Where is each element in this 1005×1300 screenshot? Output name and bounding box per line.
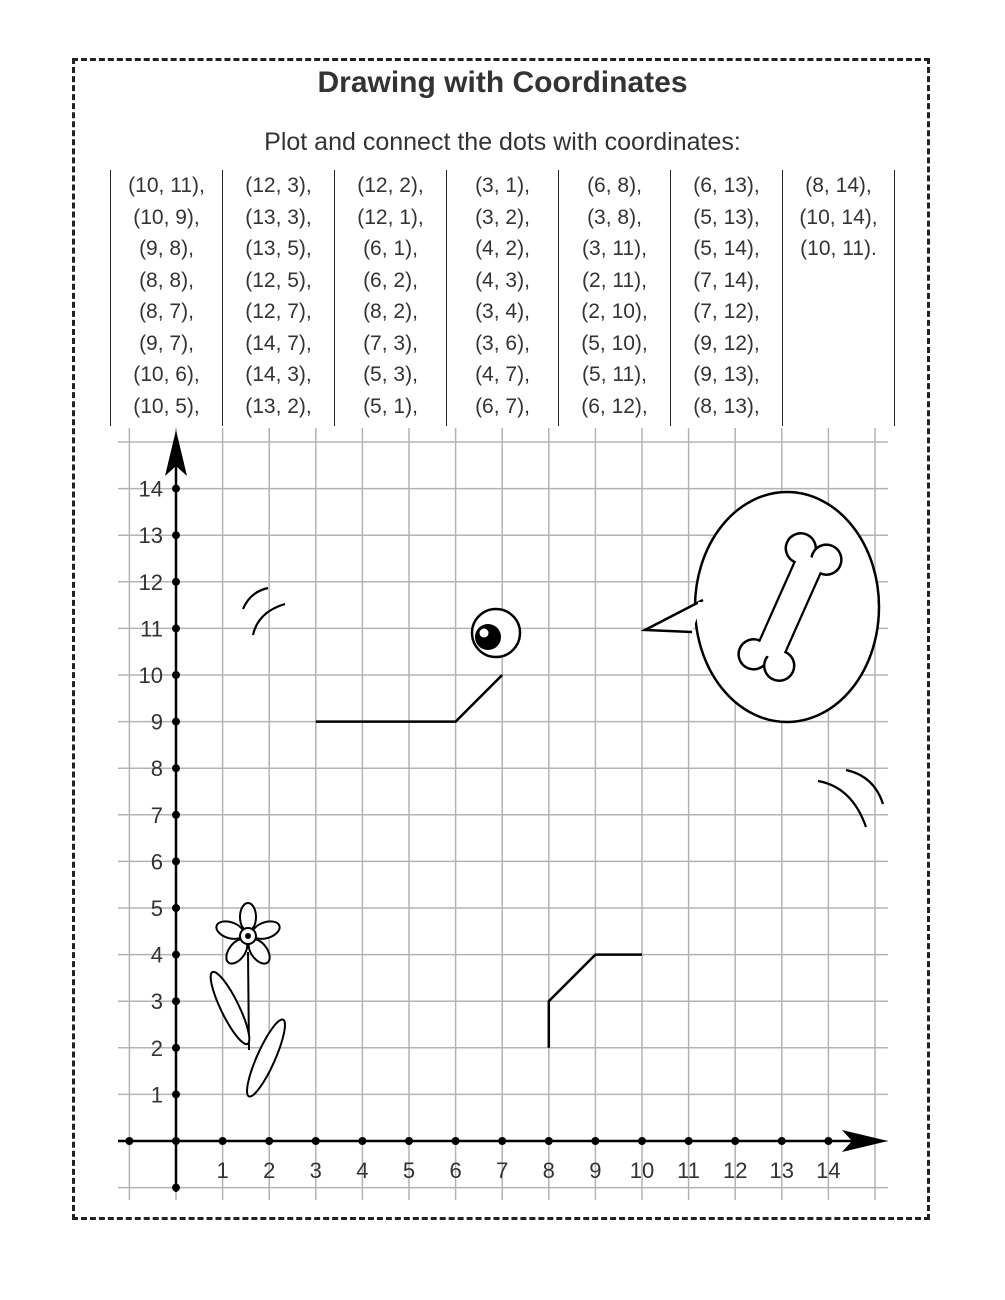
y-tick-label: 3 bbox=[150, 989, 163, 1015]
y-tick-dot bbox=[172, 1044, 180, 1052]
coordinate-item: (8, 2), bbox=[363, 300, 418, 323]
coordinate-item: (14, 7), bbox=[245, 331, 312, 355]
x-tick-label: 6 bbox=[449, 1158, 462, 1183]
y-tick-dot bbox=[172, 811, 180, 819]
coordinate-item: (7, 3), bbox=[363, 331, 418, 355]
y-tick-label: 7 bbox=[150, 802, 163, 828]
coordinate-item: (10, 11). bbox=[800, 237, 877, 260]
x-tick-label: 8 bbox=[542, 1158, 555, 1183]
coordinate-item: (3, 1), bbox=[475, 174, 530, 197]
y-tick-dot bbox=[172, 624, 180, 632]
coordinate-item: (5, 11), bbox=[582, 363, 647, 386]
axis-dot bbox=[172, 1184, 180, 1192]
y-tick-dot bbox=[172, 764, 180, 772]
x-tick-dot bbox=[498, 1137, 506, 1145]
coordinate-item: (6, 1), bbox=[363, 237, 418, 260]
x-tick-dot bbox=[591, 1137, 599, 1145]
x-tick-dot bbox=[545, 1137, 553, 1145]
coordinate-item: (6, 7), bbox=[475, 394, 530, 418]
coordinate-item: (12, 1), bbox=[357, 205, 424, 229]
y-tick-dot bbox=[172, 951, 180, 959]
x-tick-dot bbox=[824, 1137, 832, 1145]
y-tick-label: 8 bbox=[150, 756, 163, 782]
y-tick-label: 6 bbox=[150, 849, 163, 875]
x-tick-dot bbox=[219, 1137, 227, 1145]
x-tick-dot bbox=[405, 1137, 413, 1145]
y-tick-dot bbox=[172, 485, 180, 493]
coordinate-item: (12, 2), bbox=[357, 174, 424, 197]
coordinate-item: (8, 7), bbox=[139, 300, 194, 323]
y-tick-dot bbox=[172, 1090, 180, 1098]
x-tick-dot bbox=[638, 1137, 646, 1145]
x-tick-dot bbox=[778, 1137, 786, 1145]
coordinate-item: (10, 5), bbox=[133, 394, 200, 418]
coordinate-item: (3, 8), bbox=[587, 205, 642, 229]
x-tick-label: 3 bbox=[309, 1158, 322, 1183]
eye-icon bbox=[472, 609, 520, 657]
coordinate-item: (13, 3), bbox=[245, 205, 312, 229]
coordinate-item: (8, 14), bbox=[805, 174, 872, 197]
x-tick-label: 9 bbox=[589, 1158, 602, 1183]
axis-dot bbox=[125, 1137, 133, 1145]
coordinate-item: (9, 13), bbox=[693, 363, 760, 386]
coordinate-item: (2, 11), bbox=[582, 268, 647, 292]
x-tick-label: 11 bbox=[677, 1158, 701, 1183]
coordinate-item: (12, 7), bbox=[245, 300, 312, 323]
x-tick-label: 7 bbox=[496, 1158, 509, 1183]
x-tick-label: 12 bbox=[722, 1158, 748, 1183]
x-tick-label: 2 bbox=[263, 1158, 276, 1183]
coordinate-item: (14, 3), bbox=[245, 363, 312, 386]
x-tick-label: 13 bbox=[769, 1158, 795, 1183]
y-tick-dot bbox=[172, 997, 180, 1005]
y-tick-label: 11 bbox=[140, 616, 163, 642]
y-tick-dot bbox=[172, 718, 180, 726]
coordinate-item: (12, 5), bbox=[245, 268, 312, 292]
coordinate-item: (2, 10), bbox=[581, 300, 648, 323]
x-tick-dot bbox=[312, 1137, 320, 1145]
x-tick-dot bbox=[685, 1137, 693, 1145]
x-tick-dot bbox=[358, 1137, 366, 1145]
y-tick-dot bbox=[172, 578, 180, 586]
y-tick-label: 4 bbox=[150, 942, 163, 968]
coordinate-item: (4, 7), bbox=[475, 363, 530, 386]
x-tick-label: 1 bbox=[216, 1158, 229, 1183]
coordinate-item: (5, 13), bbox=[693, 205, 760, 229]
coordinate-item: (10, 9), bbox=[133, 205, 200, 229]
y-tick-label: 13 bbox=[138, 523, 163, 549]
y-tick-dot bbox=[172, 904, 180, 912]
coordinate-item: (4, 3), bbox=[475, 268, 530, 292]
coordinate-item: (6, 8), bbox=[587, 174, 642, 197]
coordinate-item: (5, 3), bbox=[363, 363, 418, 386]
coordinate-item: (9, 7), bbox=[139, 331, 194, 355]
coordinate-item: (5, 14), bbox=[693, 237, 760, 260]
coordinate-item: (7, 12), bbox=[693, 300, 760, 323]
speech-bubble bbox=[645, 492, 879, 722]
y-tick-dot bbox=[172, 671, 180, 679]
coordinate-item: (5, 1), bbox=[363, 394, 418, 418]
coordinate-item: (8, 13), bbox=[693, 394, 760, 418]
x-tick-label: 4 bbox=[356, 1158, 369, 1183]
x-tick-label: 14 bbox=[816, 1158, 841, 1183]
coordinate-item: (9, 8), bbox=[139, 237, 194, 260]
y-tick-label: 12 bbox=[138, 569, 163, 595]
coordinate-item: (10, 14), bbox=[799, 205, 878, 229]
coordinate-item: (10, 11), bbox=[128, 174, 205, 197]
coordinate-item: (12, 3), bbox=[245, 174, 312, 197]
y-tick-label: 10 bbox=[138, 663, 163, 688]
y-tick-label: 14 bbox=[138, 476, 163, 502]
coordinate-item: (13, 2), bbox=[245, 394, 312, 418]
coordinate-item: (8, 8), bbox=[139, 268, 194, 292]
coordinate-item: (5, 10), bbox=[581, 331, 648, 355]
y-tick-dot bbox=[172, 531, 180, 539]
worksheet-title: Drawing with Coordinates bbox=[317, 66, 688, 99]
y-tick-dot bbox=[172, 857, 180, 865]
coordinate-item: (13, 5), bbox=[245, 237, 312, 260]
y-tick-label: 2 bbox=[150, 1035, 163, 1061]
origin-dot bbox=[172, 1137, 180, 1145]
coordinate-item: (6, 2), bbox=[363, 268, 418, 292]
x-tick-label: 10 bbox=[629, 1158, 655, 1183]
coordinate-item: (6, 13), bbox=[693, 174, 760, 197]
coordinate-item: (4, 2), bbox=[475, 237, 530, 260]
x-tick-label: 5 bbox=[402, 1158, 416, 1183]
x-tick-dot bbox=[731, 1137, 739, 1145]
y-tick-label: 9 bbox=[150, 709, 163, 735]
y-tick-label: 5 bbox=[150, 896, 163, 921]
coordinate-item: (3, 6), bbox=[475, 331, 530, 355]
coordinate-item: (7, 14), bbox=[693, 268, 760, 292]
coordinate-item: (6, 12), bbox=[581, 394, 648, 418]
x-tick-dot bbox=[452, 1137, 460, 1145]
y-tick-label: 1 bbox=[150, 1082, 163, 1108]
coordinate-item: (3, 2), bbox=[475, 205, 530, 229]
coordinate-item: (3, 4), bbox=[475, 300, 530, 323]
coordinate-item: (10, 6), bbox=[133, 363, 200, 386]
worksheet-subtitle: Plot and connect the dots with coordinates: bbox=[264, 128, 741, 156]
x-tick-dot bbox=[265, 1137, 273, 1145]
coordinate-item: (9, 12), bbox=[693, 331, 760, 355]
coordinate-item: (3, 11), bbox=[582, 237, 647, 260]
